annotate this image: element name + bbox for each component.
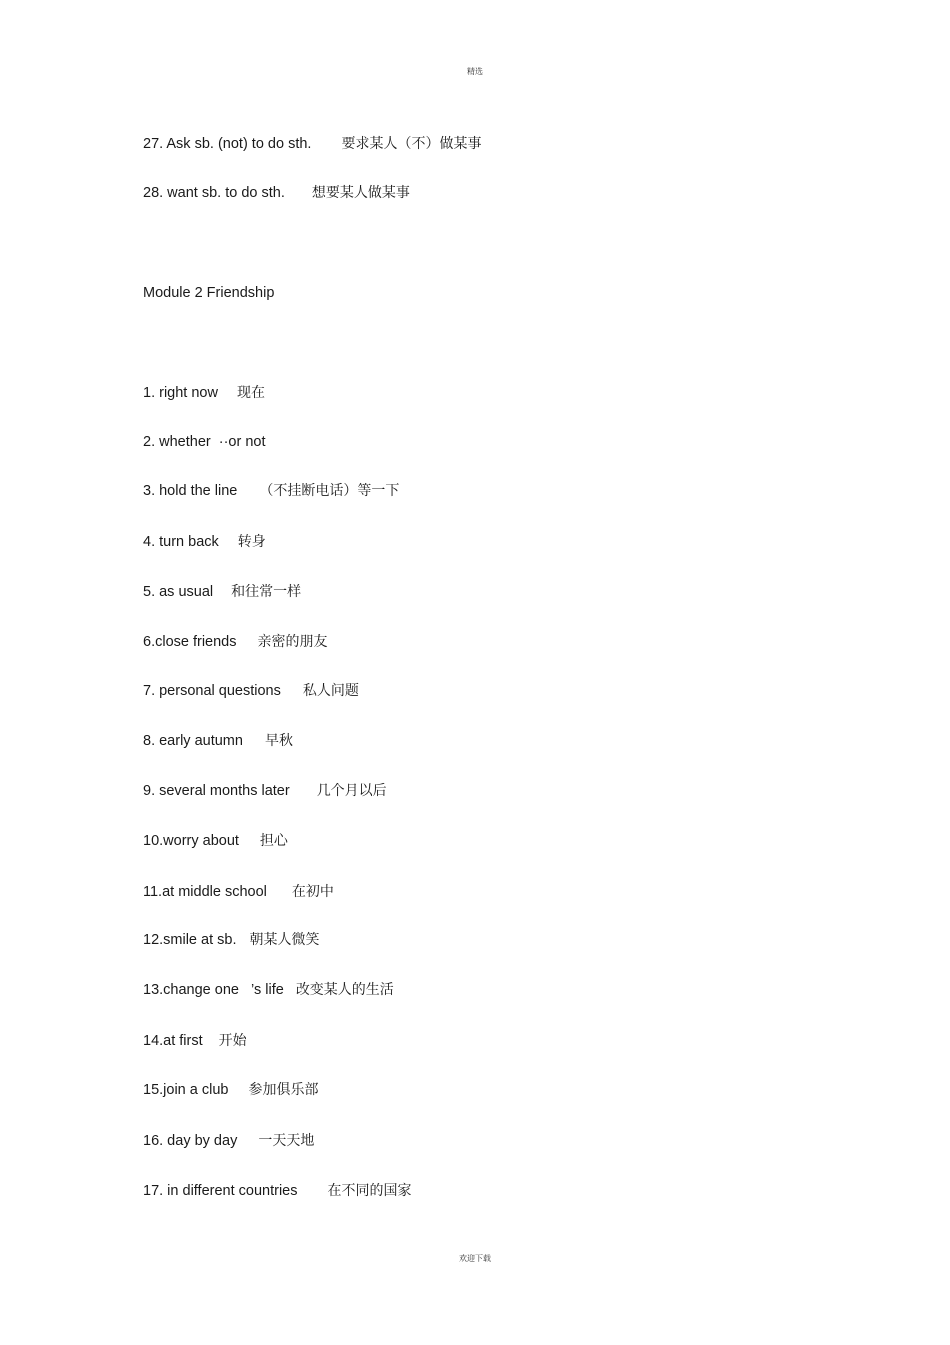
- item-chinese: 和往常一样: [231, 584, 302, 600]
- list-item: [143, 1182, 412, 1200]
- item-english: 10.worry about: [143, 833, 239, 849]
- item-english: 5. as usual: [143, 584, 214, 600]
- item-english: 2. whether ··or not: [143, 434, 266, 450]
- list-item: [143, 883, 334, 901]
- list-item: [143, 482, 399, 500]
- list-item: [143, 583, 301, 601]
- item-english: 13.change one ’s life: [143, 982, 284, 998]
- item-english: 14.at first: [143, 1033, 203, 1049]
- item-english: 7. personal questions: [143, 683, 281, 699]
- item-english: 11.at middle school: [143, 884, 267, 900]
- page-footer-mark: 欢迎下载: [459, 1254, 491, 1263]
- list-item: [143, 433, 266, 451]
- item-english: 28. want sb. to do sth.: [143, 185, 285, 201]
- item-chinese: 一天天地: [258, 1133, 315, 1149]
- list-item: [143, 1132, 314, 1150]
- item-chinese: 想要某人做某事: [311, 185, 410, 201]
- item-chinese: 在不同的国家: [327, 1183, 412, 1199]
- list-item: [143, 384, 265, 402]
- list-item: [143, 931, 320, 949]
- list-item: [143, 533, 266, 551]
- item-chinese: 朝某人微笑: [249, 932, 320, 948]
- item-chinese: 几个月以后: [316, 783, 387, 799]
- list-item: [143, 682, 359, 700]
- item-chinese: 担心: [259, 833, 288, 849]
- item-english: 1. right now: [143, 385, 218, 401]
- item-chinese: 亲密的朋友: [257, 634, 328, 650]
- item-chinese: 参加俱乐部: [248, 1082, 319, 1098]
- item-english: 12.smile at sb.: [143, 932, 237, 948]
- item-english: 17. in different countries: [143, 1183, 298, 1199]
- item-english: 8. early autumn: [143, 733, 243, 749]
- list-item: [143, 1081, 318, 1099]
- list-item: [143, 832, 288, 850]
- list-item: [143, 782, 387, 800]
- list-item: [143, 135, 481, 153]
- item-chinese: （不挂断电话）等一下: [259, 483, 400, 499]
- item-chinese: 要求某人（不）做某事: [341, 136, 482, 152]
- item-chinese: 转身: [237, 534, 266, 550]
- item-chinese: 开始: [218, 1033, 247, 1049]
- item-chinese: 早秋: [264, 733, 293, 749]
- module-title: Module 2 Friendship: [143, 285, 275, 301]
- list-item: [143, 981, 394, 999]
- page-header-mark: 精选: [467, 67, 483, 76]
- list-item: [143, 633, 328, 651]
- item-chinese: 在初中: [291, 884, 334, 900]
- item-english: 3. hold the line: [143, 483, 238, 499]
- list-item: [143, 732, 293, 750]
- item-english: 9. several months later: [143, 783, 290, 799]
- item-chinese: 改变某人的生活: [295, 982, 394, 998]
- item-english: 15.join a club: [143, 1082, 229, 1098]
- list-item: [143, 1032, 247, 1050]
- item-english: 6.close friends: [143, 634, 237, 650]
- item-chinese: 私人问题: [302, 683, 359, 699]
- item-english: 16. day by day: [143, 1133, 238, 1149]
- list-item: [143, 184, 410, 202]
- item-english: 4. turn back: [143, 534, 219, 550]
- item-chinese: 现在: [236, 385, 265, 401]
- item-english: 27. Ask sb. (not) to do sth.: [143, 136, 312, 152]
